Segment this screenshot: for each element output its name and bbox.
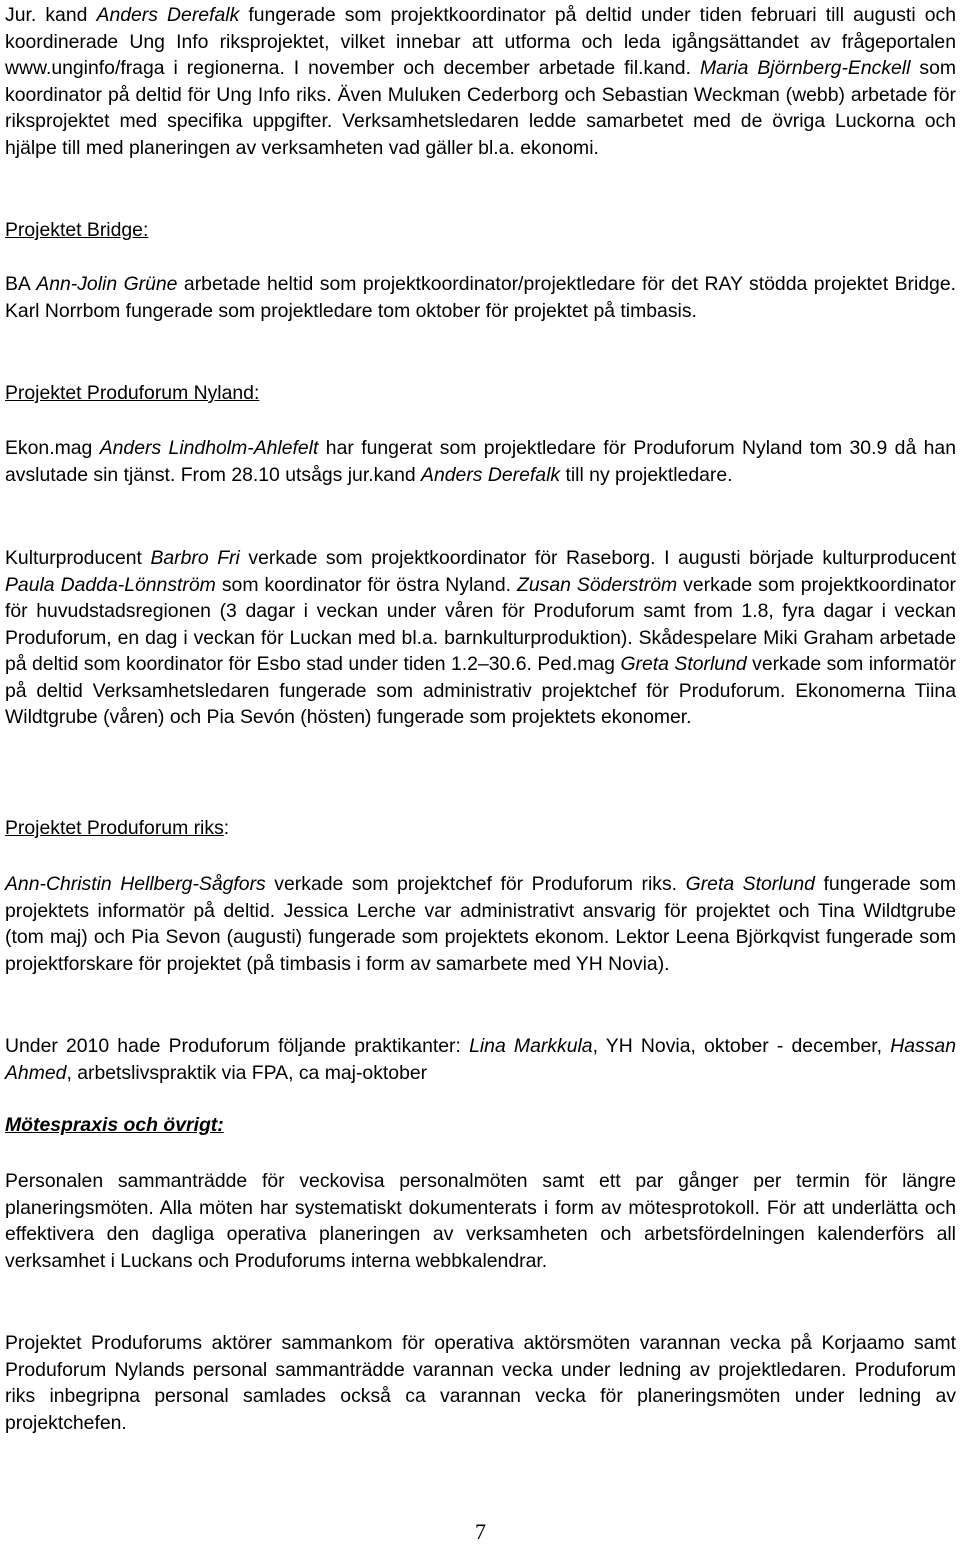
italic-name-text: Ann-Jolin Grüne (36, 273, 178, 295)
text-segment: : (223, 817, 230, 839)
paragraph-staff-meetings (5, 1168, 956, 1274)
italic-name-text: Paula Dadda-Lönnström (5, 573, 216, 596)
document-page (5, 0, 957, 1544)
text-segment: som koordinator för östra Nyland. (215, 573, 518, 596)
text-segment: som koordinator på deltid för Ung Info riks. Även Muluken Cederborg och Sebastian Weckman (webb) arbetade för riksprojektet med specifika uppgifter. Verksamhetsledaren ledde samarbetet med de övriga Luckorna och hjälpe till med planeringen av verksamheten vad gäller bl.a. ekonomi. (5, 57, 956, 159)
text-segment: arbetade heltid som projektkoordinator/projektledare för det RAY stödda projektet Bridge. Karl Norrbom fungerade som projektledare tom oktober för projektet på timbasis. (5, 273, 957, 322)
page-number: 7 (475, 1519, 486, 1544)
italic-name-text: Hassan Ahmed (5, 1035, 956, 1084)
italic-name-text: Greta Storlund (685, 873, 815, 895)
italic-name-text: Anders Derefalk (96, 4, 240, 26)
paragraph-bridge-staff (5, 271, 956, 324)
heading-motespraxis (5, 1112, 956, 1139)
paragraph-nyland-project-leader (5, 435, 956, 488)
italic-name-text: Ann-Christin Hellberg-Sågfors (5, 873, 266, 895)
paragraph-operative-meetings (5, 1330, 956, 1436)
text-segment: fungerade som projektkoordinator på deltid under tiden februari till augusti och koordinerade Ung Info riksprojektet, vilket innebar att utforma och leda igångsättandet av frågeportalen www.unginfo/fraga i regionerna. I november och december arbetade fil.kand. (5, 4, 956, 79)
text-segment: verkade som projektkoordinator för huvudstadsregionen (3 dagar i veckan under våren för Produforum samt from 1.8, fyra dagar i veckan Produforum, en dag i veckan för Luckan med bl.a. barnkulturproduktion). Skådespelare Miki Graham arbetade på deltid som koordinator för Esbo stad under tiden 1.2–30.6. Ped.mag (5, 573, 956, 675)
text-segment: verkade som informatör på deltid Verksamhetsledaren fungerade som administrativ projektchef för Produforum. Ekonomerna Tiina Wildtgrube (våren) och Pia Sevón (hösten) fungerade som projektets ekonomer. (5, 653, 956, 728)
text-segment: Jur. kand (5, 4, 97, 26)
text-segment: fungerade som projektets informatör på deltid. Jessica Lerche var administrativt ansvarig för projektet och Tina Wildtgrube (tom maj) och Pia Sevon (augusti) fungerade som projektets ekonom. Lektor Leena Björkqvist fungerade som projektforskare för projektet (på timbasis i form av samarbete med YH Novia). (5, 873, 956, 975)
paragraph-riks-staff (5, 871, 956, 977)
italic-name-text: Barbro Fri (150, 547, 240, 569)
text-segment: , arbetslivspraktik via FPA, ca maj-oktober (66, 1061, 428, 1084)
text-segment: Projektet Bridge: (5, 219, 149, 241)
italic-name-text: Lina Markkula (469, 1035, 593, 1057)
heading-produforum-nyland (5, 380, 956, 407)
text-segment: till ny projektledare. (560, 463, 733, 486)
italic-name-text: Anders Lindholm-Ahlefelt (99, 437, 319, 459)
text-segment: Under 2010 hade Produforum följande praktikanter: (5, 1035, 470, 1057)
text-segment: verkade som projektchef för Produforum riks. (265, 873, 686, 895)
text-segment: Personalen sammanträdde för veckovisa personalmöten samt ett par gånger per termin för längre planeringsmöten. Alla möten har systematiskt dokumenterats i form av mötesprotokoll. För att underlätta och effektivera den dagliga operativa planeringen av verksamheten och arbetsfördelningen kalenderförs all verksamhet i Luckans och Produforums interna webbkalendrar. (5, 1170, 956, 1272)
italic-name-text: Zusan Söderström (517, 573, 678, 596)
italic-name-text: Greta Storlund (620, 653, 747, 675)
text-segment: , YH Novia, oktober - december, (592, 1035, 891, 1057)
paragraph-ung-info-staff (5, 2, 956, 161)
italic-name-text: Maria Björnberg-Enckell (699, 57, 911, 79)
text-segment: har fungerat som projektledare för Produforum Nyland tom 30.9 då han avslutade sin tjänst. From 28.10 utsågs jur.kand (5, 437, 956, 486)
text-segment: Projektet Produforum Nyland: (5, 382, 260, 404)
text-segment: Projektet Produforum riks (5, 817, 224, 839)
text-segment: Mötespraxis och övrigt: (5, 1114, 224, 1136)
heading-produforum-riks (5, 815, 956, 842)
text-segment: Projektet Produforums aktörer sammankom för operativa aktörsmöten varannan vecka på Korjaamo samt Produforum Nylands personal sammanträdde varannan vecka under ledning av projektledaren. Produforum riks inbegripna personal samlades också ca varannan vecka för planeringsmöten under ledning av projektchefen. (5, 1332, 956, 1434)
paragraph-nyland-coordinators (5, 545, 956, 731)
text-segment: BA (5, 273, 37, 295)
heading-projektet-bridge (5, 217, 956, 244)
text-segment: Ekon.mag (5, 437, 100, 459)
paragraph-trainees (5, 1033, 956, 1086)
text-segment: Kulturproducent (5, 547, 151, 569)
text-segment: verkade som projektkoordinator för Raseborg. I augusti började kulturproducent (239, 547, 956, 569)
italic-name-text: Anders Derefalk (421, 463, 561, 486)
